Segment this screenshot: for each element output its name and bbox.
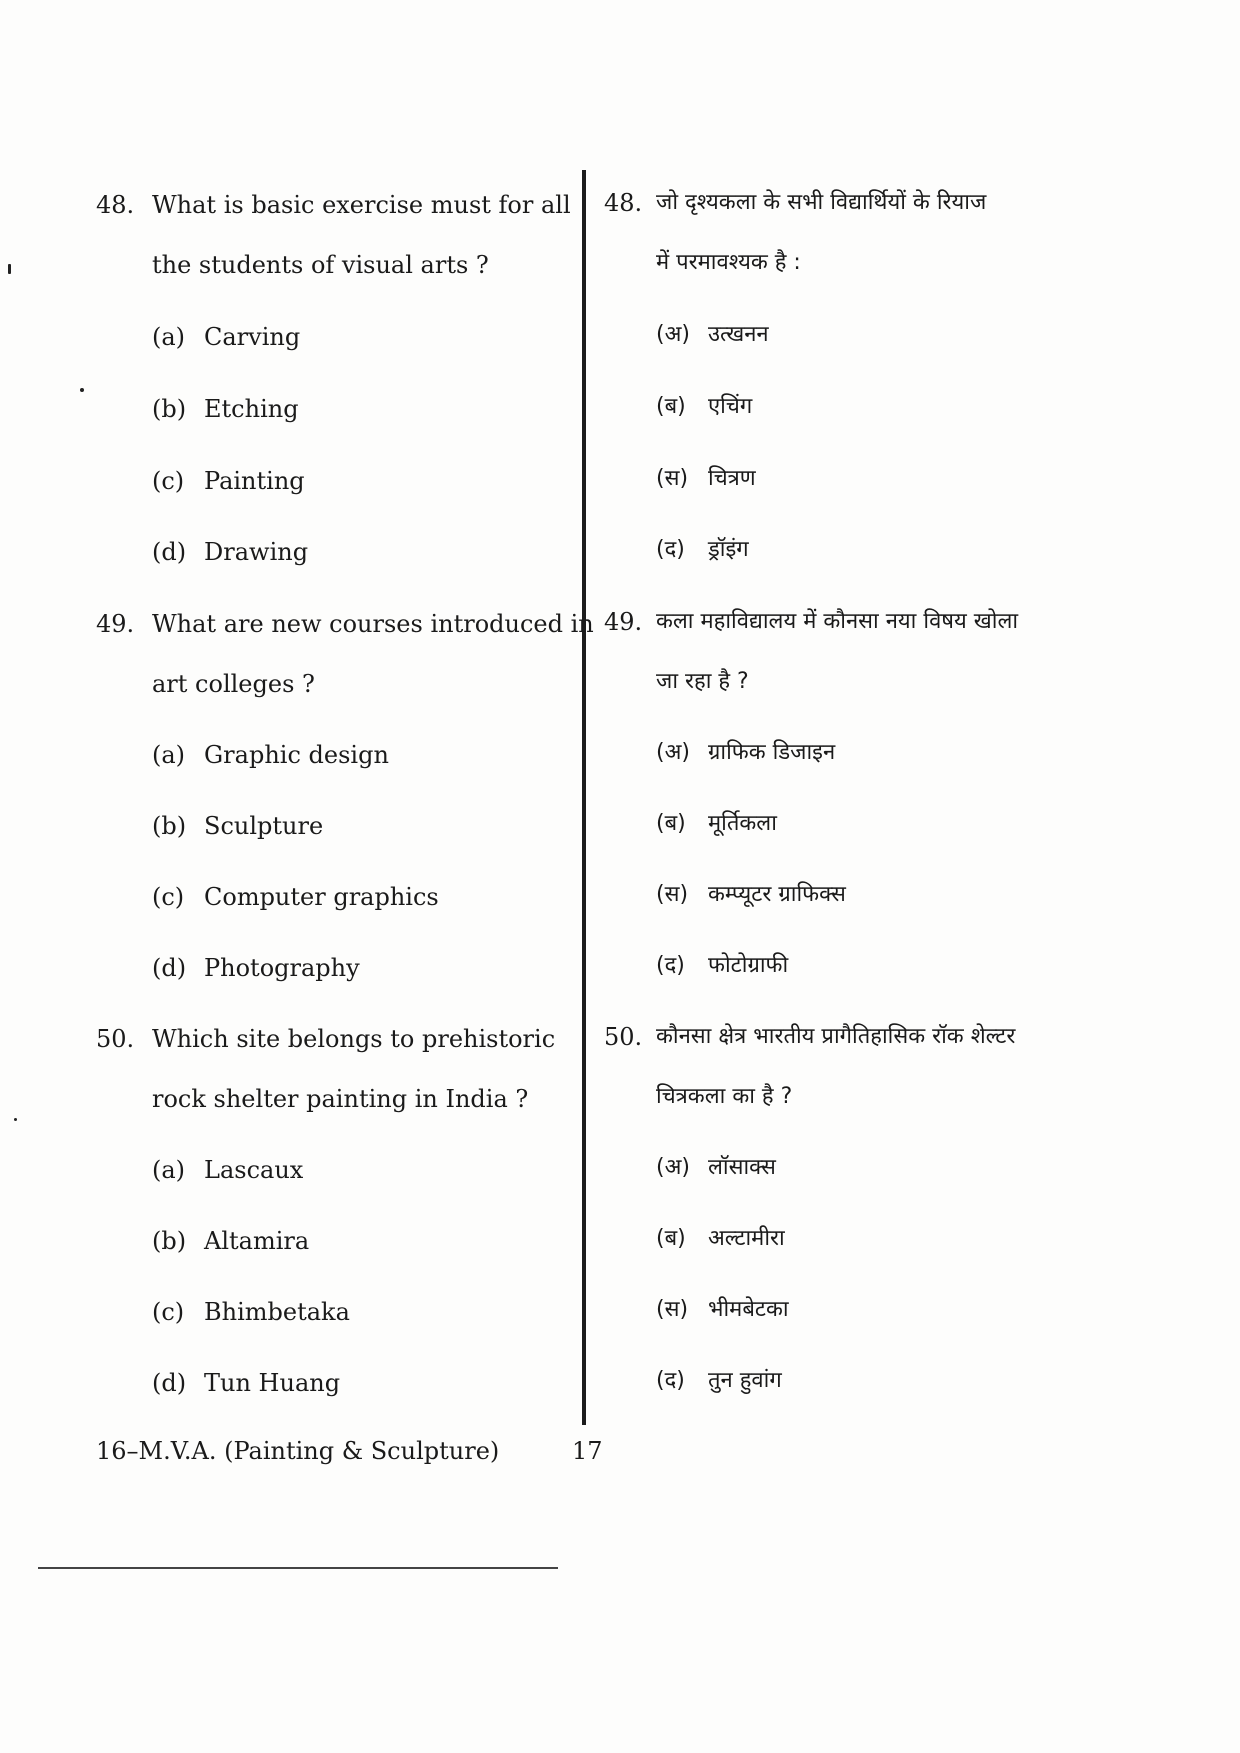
option-text: चित्रण <box>708 466 756 491</box>
option-text: मूर्तिकला <box>708 811 777 836</box>
question-text-line: जा रहा है ? <box>656 669 749 694</box>
option-label: (b) <box>152 812 187 840</box>
option-text: Altamira <box>204 1227 310 1255</box>
option-a <box>152 1155 303 1185</box>
option-text: अल्टामीरा <box>708 1226 785 1251</box>
option-label: (a) <box>152 1156 186 1184</box>
option-text: Photography <box>204 954 360 982</box>
option-text: Tun Huang <box>204 1369 341 1397</box>
scan-speck <box>8 264 11 274</box>
question-text-line: What is basic exercise must for all <box>152 191 571 219</box>
option-c <box>152 466 305 496</box>
option-text: Graphic design <box>204 741 389 769</box>
question-text-line: the students of visual arts ? <box>152 251 489 279</box>
option-b <box>152 394 299 424</box>
option-c <box>152 882 439 912</box>
question-number: 49. <box>96 610 135 638</box>
option-label: (ब) <box>656 811 686 836</box>
question-text-line: rock shelter painting in India ? <box>152 1085 529 1113</box>
option-d <box>656 951 788 981</box>
option-label: (c) <box>152 883 185 911</box>
option-label: (द) <box>656 953 685 978</box>
option-d <box>152 537 308 567</box>
option-c <box>656 464 756 494</box>
option-text: उत्खनन <box>708 322 769 347</box>
option-label: (अ) <box>656 740 690 765</box>
option-b <box>656 809 777 839</box>
option-label: (b) <box>152 395 187 423</box>
question-text-line: Which site belongs to prehistoric <box>152 1025 556 1053</box>
option-label: (c) <box>152 1298 185 1326</box>
option-c <box>656 880 846 910</box>
page-number: 17 <box>572 1437 603 1465</box>
question-text-line: कला महाविद्यालय में कौनसा नया विषय खोला <box>656 609 1019 634</box>
question-number: 48. <box>604 189 643 217</box>
option-label: (b) <box>152 1227 187 1255</box>
option-text: एचिंग <box>708 394 753 419</box>
option-label: (ब) <box>656 1226 686 1251</box>
option-d <box>656 535 749 565</box>
question-text-line: जो दृश्यकला के सभी विद्यार्थियों के रियाज <box>656 190 987 215</box>
option-label: (c) <box>152 467 185 495</box>
option-d <box>152 953 360 983</box>
scan-speck <box>14 1118 17 1121</box>
option-label: (स) <box>656 1297 689 1322</box>
option-b <box>656 1224 785 1254</box>
option-b <box>656 392 752 422</box>
question-number: 48. <box>96 191 135 219</box>
option-a <box>152 322 300 352</box>
option-a <box>656 738 835 768</box>
option-label: (ब) <box>656 394 686 419</box>
option-a <box>656 1153 776 1183</box>
question-text-line: चित्रकला का है ? <box>656 1084 793 1109</box>
option-label: (d) <box>152 538 187 566</box>
option-label: (अ) <box>656 322 690 347</box>
option-label: (स) <box>656 882 689 907</box>
question-number: 50. <box>604 1023 643 1051</box>
option-text: तुन हुवांग <box>708 1368 782 1393</box>
option-label: (अ) <box>656 1155 690 1180</box>
option-text: Carving <box>204 323 301 351</box>
option-text: भीमबेटका <box>708 1297 789 1322</box>
question-text-line: What are new courses introduced in <box>152 610 594 638</box>
question-number: 49. <box>604 608 643 636</box>
question-number: 50. <box>96 1025 135 1053</box>
option-label: (d) <box>152 1369 187 1397</box>
option-d <box>656 1366 782 1396</box>
scan-speck <box>80 388 84 392</box>
option-text: Etching <box>204 395 299 423</box>
question-text-line: art colleges ? <box>152 670 315 698</box>
option-c <box>152 1297 350 1327</box>
option-d <box>152 1368 340 1398</box>
option-label: (a) <box>152 741 186 769</box>
option-text: ग्राफिक डिजाइन <box>708 740 836 765</box>
option-b <box>152 811 323 841</box>
paper-code: 16–M.V.A. (Painting & Sculpture) <box>96 1437 500 1465</box>
option-label: (द) <box>656 537 685 562</box>
option-text: Bhimbetaka <box>204 1298 350 1326</box>
option-text: Lascaux <box>204 1156 304 1184</box>
question-text-line: कौनसा क्षेत्र भारतीय प्रागैतिहासिक रॉक शेल्टर <box>656 1024 1016 1049</box>
column-divider <box>582 170 586 1425</box>
option-a <box>152 740 389 770</box>
option-a <box>656 320 769 350</box>
option-text: कम्प्यूटर ग्राफिक्स <box>708 882 846 907</box>
option-label: (a) <box>152 323 186 351</box>
option-label: (स) <box>656 466 689 491</box>
option-label: (द) <box>656 1368 685 1393</box>
option-text: Painting <box>204 467 305 495</box>
option-c <box>656 1295 789 1325</box>
option-label: (d) <box>152 954 187 982</box>
option-b <box>152 1226 309 1256</box>
option-text: Computer graphics <box>204 883 439 911</box>
option-text: Drawing <box>204 538 309 566</box>
option-text: लॉसाक्स <box>708 1155 776 1180</box>
option-text: ड्रॉइंग <box>708 537 749 562</box>
question-text-line: में परमावश्यक है : <box>656 250 801 275</box>
bottom-rule <box>38 1567 558 1569</box>
option-text: फोटोग्राफी <box>708 953 789 978</box>
option-text: Sculpture <box>204 812 324 840</box>
